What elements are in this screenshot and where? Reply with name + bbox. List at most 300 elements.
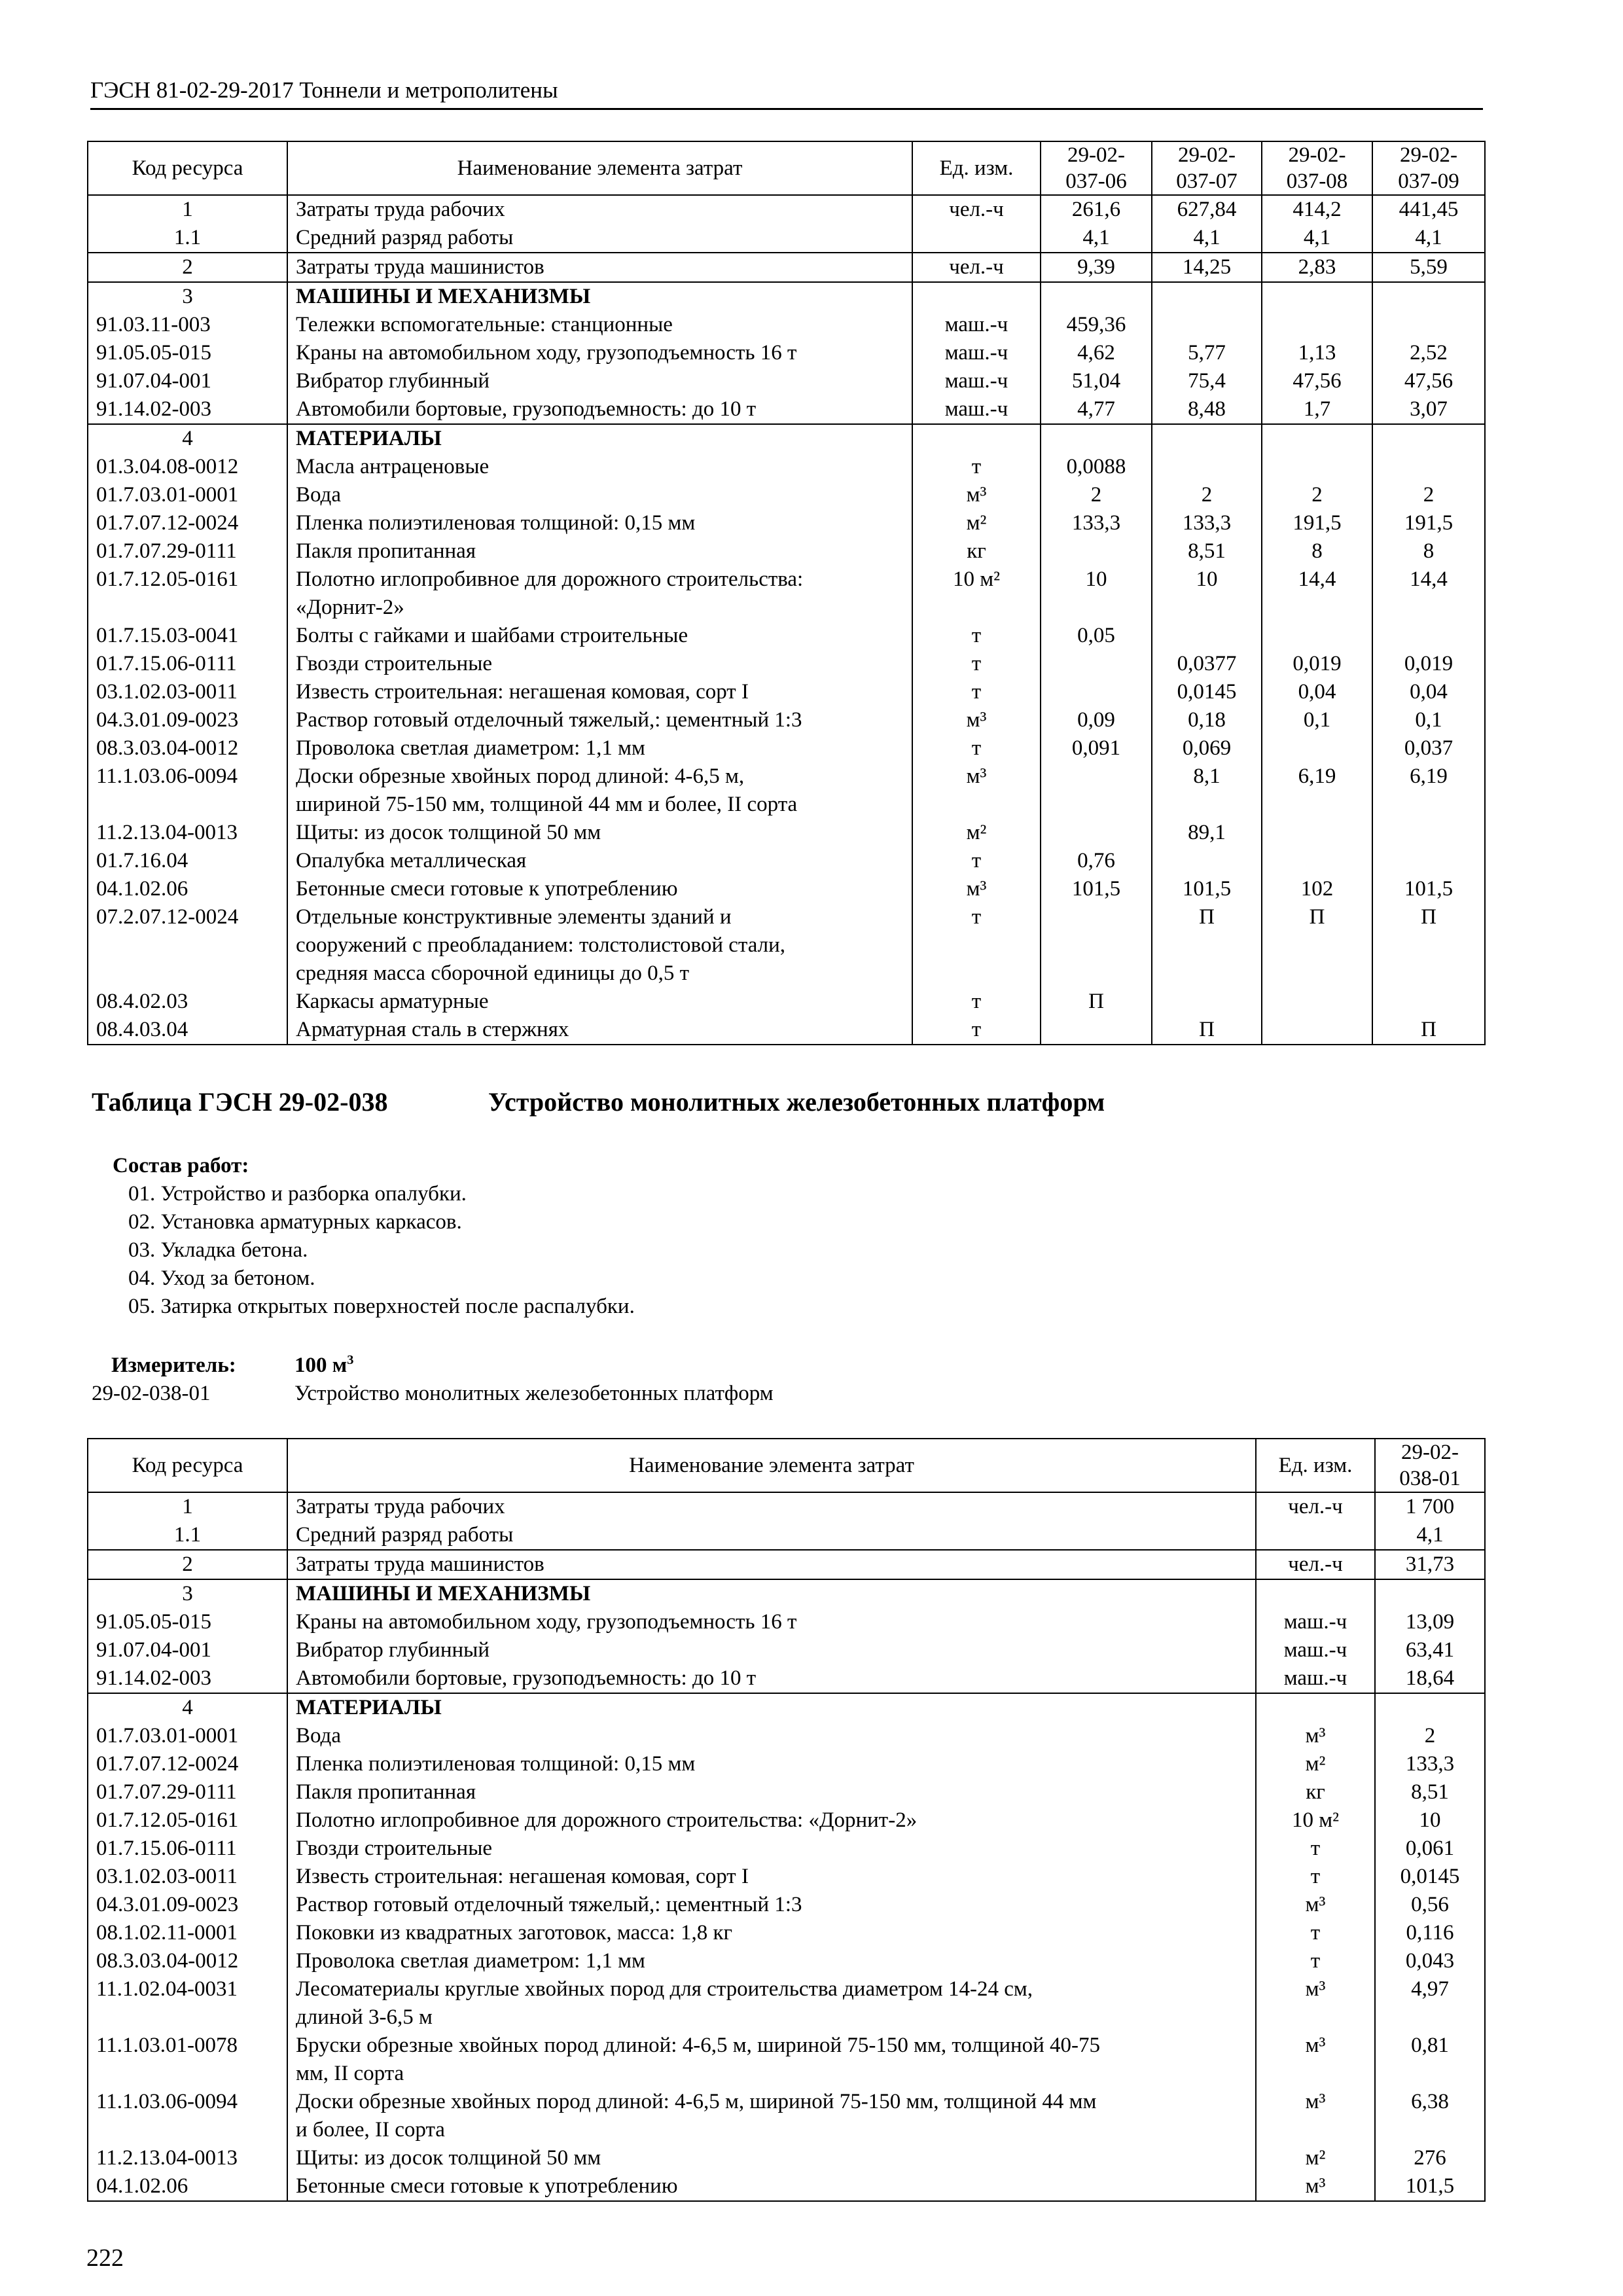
table-row bbox=[88, 819, 1485, 847]
cell-code: 01.7.16.04 bbox=[88, 847, 287, 875]
cell-value: 4,97 bbox=[1375, 1975, 1485, 2032]
cell-value: 8,51 bbox=[1375, 1778, 1485, 1806]
col-header-code: Код ресурса bbox=[88, 1439, 287, 1492]
cell-value: 3,07 bbox=[1372, 395, 1485, 424]
cell-name bbox=[287, 1579, 1256, 1608]
cell-value: 8 bbox=[1262, 537, 1372, 565]
cell-name bbox=[287, 537, 912, 565]
cell-value bbox=[1041, 819, 1152, 847]
cell-value bbox=[1372, 847, 1485, 875]
cell-code: 01.3.04.08-0012 bbox=[88, 453, 287, 481]
cell-name-line: Затраты труда машинистов bbox=[296, 255, 544, 279]
cell-value: 9,39 bbox=[1041, 253, 1152, 282]
cell-unit: кг bbox=[1256, 1778, 1375, 1806]
cell-value: 0,0145 bbox=[1152, 678, 1262, 706]
cell-unit: м³ bbox=[912, 481, 1041, 509]
table-row bbox=[88, 1550, 1485, 1579]
table-row bbox=[88, 2088, 1485, 2144]
cell-code: 91.03.11-003 bbox=[88, 311, 287, 339]
cell-name-line: сооружений с преобладанием: толстолистовой стали, bbox=[296, 933, 786, 957]
cell-name bbox=[287, 762, 912, 819]
cell-name-line: Затраты труда машинистов bbox=[296, 1552, 544, 1576]
table-row bbox=[88, 1891, 1485, 1919]
cell-name-line: Краны на автомобильном ходу, грузоподъемность 16 т bbox=[296, 341, 797, 365]
cell-name-line: Доски обрезные хвойных пород длиной: 4-6,5 м, bbox=[296, 764, 745, 788]
cell-code: 1 bbox=[88, 195, 287, 224]
cell-value: 133,3 bbox=[1152, 509, 1262, 537]
cell-name bbox=[287, 903, 912, 988]
cell-code: 4 bbox=[88, 424, 287, 453]
cell-value bbox=[1152, 622, 1262, 650]
cell-name bbox=[287, 678, 912, 706]
col-header-unit: Ед. изм. bbox=[1256, 1439, 1375, 1492]
col-header-037-08: 29-02- 037-08 bbox=[1262, 141, 1372, 195]
cell-name bbox=[287, 650, 912, 678]
cell-name bbox=[287, 339, 912, 367]
cell-value: 0,043 bbox=[1375, 1947, 1485, 1975]
cell-name-line: Известь строительная: негашеная комовая, сорт I bbox=[296, 680, 749, 704]
cell-value: 0,81 bbox=[1375, 2032, 1485, 2088]
works-item: 01. Устройство и разборка опалубки. bbox=[128, 1182, 467, 1206]
cell-value bbox=[1372, 622, 1485, 650]
cell-unit: м² bbox=[912, 819, 1041, 847]
cell-value: 8,51 bbox=[1152, 537, 1262, 565]
cell-value: 627,84 bbox=[1152, 195, 1262, 224]
cell-name-line: Раствор готовый отделочный тяжелый,: цементный 1:3 bbox=[296, 1893, 802, 1916]
cell-code: 08.4.03.04 bbox=[88, 1016, 287, 1045]
table-row bbox=[88, 903, 1485, 988]
cell-name bbox=[287, 1947, 1256, 1975]
cell-name bbox=[287, 224, 912, 253]
cell-name bbox=[287, 1975, 1256, 2032]
cell-value: 2 bbox=[1041, 481, 1152, 509]
cell-code: 08.3.03.04-0012 bbox=[88, 1947, 287, 1975]
cell-value: 4,62 bbox=[1041, 339, 1152, 367]
cell-code: 01.7.07.12-0024 bbox=[88, 1750, 287, 1778]
cell-value: 2 bbox=[1375, 1722, 1485, 1750]
cell-value: П bbox=[1152, 903, 1262, 988]
table-row bbox=[88, 650, 1485, 678]
cell-value: 2 bbox=[1262, 481, 1372, 509]
cell-name-line: Проволока светлая диаметром: 1,1 мм bbox=[296, 1949, 645, 1973]
cell-unit: маш.-ч bbox=[912, 339, 1041, 367]
cell-value: 51,04 bbox=[1041, 367, 1152, 395]
cell-value bbox=[1041, 282, 1152, 311]
cell-value bbox=[1262, 311, 1372, 339]
cell-name bbox=[287, 509, 912, 537]
cell-value: 0,061 bbox=[1375, 1835, 1485, 1863]
cell-value bbox=[1372, 453, 1485, 481]
cell-code: 91.14.02-003 bbox=[88, 1664, 287, 1693]
cell-code: 01.7.15.06-0111 bbox=[88, 650, 287, 678]
cell-value: 5,59 bbox=[1372, 253, 1485, 282]
cell-value: 276 bbox=[1375, 2144, 1485, 2172]
cell-code: 11.2.13.04-0013 bbox=[88, 2144, 287, 2172]
item-name: Устройство монолитных железобетонных платформ bbox=[294, 1382, 774, 1405]
cell-value bbox=[1262, 282, 1372, 311]
cell-code: 01.7.15.03-0041 bbox=[88, 622, 287, 650]
cell-name-line: Каркасы арматурные bbox=[296, 990, 489, 1013]
cell-value bbox=[1262, 847, 1372, 875]
cell-name-line: Арматурная сталь в стержнях bbox=[296, 1018, 569, 1041]
meter-label: Измеритель: bbox=[111, 1354, 236, 1377]
table-row bbox=[88, 367, 1485, 395]
cell-value: 75,4 bbox=[1152, 367, 1262, 395]
col-header-name: Наименование элемента затрат bbox=[287, 141, 912, 195]
cell-unit: т bbox=[912, 847, 1041, 875]
cell-unit: т bbox=[912, 734, 1041, 762]
cell-name-line: Краны на автомобильном ходу, грузоподъемность 16 т bbox=[296, 1610, 797, 1634]
table-row bbox=[88, 1919, 1485, 1947]
table-row bbox=[88, 481, 1485, 509]
cell-value: 0,04 bbox=[1262, 678, 1372, 706]
cell-unit: м³ bbox=[912, 706, 1041, 734]
cell-value: 4,1 bbox=[1152, 224, 1262, 253]
cell-code: 1.1 bbox=[88, 224, 287, 253]
cell-name-line: МАШИНЫ И МЕХАНИЗМЫ bbox=[296, 1582, 591, 1605]
cell-name bbox=[287, 565, 912, 622]
cell-unit: 10 м² bbox=[912, 565, 1041, 622]
cell-name-line: Поковки из квадратных заготовок, масса: 1,8 кг bbox=[296, 1921, 733, 1945]
cell-name bbox=[287, 1492, 1256, 1521]
cell-name-line: Вода bbox=[296, 1724, 341, 1748]
cell-name bbox=[287, 706, 912, 734]
cell-name-line: и более, II сорта bbox=[296, 2118, 445, 2142]
cell-value: 0,069 bbox=[1152, 734, 1262, 762]
cell-code: 01.7.15.06-0111 bbox=[88, 1835, 287, 1863]
cell-unit: т bbox=[1256, 1947, 1375, 1975]
cell-code: 11.1.03.06-0094 bbox=[88, 2088, 287, 2144]
cell-name-line: Опалубка металлическая bbox=[296, 849, 527, 872]
cell-value bbox=[1372, 988, 1485, 1016]
cell-value: 0,091 bbox=[1041, 734, 1152, 762]
cell-name-line: средняя масса сборочной единицы до 0,5 т bbox=[296, 961, 689, 985]
cell-unit: м³ bbox=[1256, 2032, 1375, 2088]
cell-value: 47,56 bbox=[1262, 367, 1372, 395]
cell-name-line: Вода bbox=[296, 483, 341, 507]
table-body bbox=[88, 1492, 1485, 2201]
cell-value: П bbox=[1262, 903, 1372, 988]
meter-value: 100 $м^3$ bbox=[294, 1353, 354, 1377]
table-row bbox=[88, 1579, 1485, 1608]
cell-name bbox=[287, 253, 912, 282]
cell-value: 4,77 bbox=[1041, 395, 1152, 424]
cell-value: 414,2 bbox=[1262, 195, 1372, 224]
works-item: 02. Установка арматурных каркасов. bbox=[128, 1210, 462, 1234]
cell-name-line: Известь строительная: негашеная комовая, сорт I bbox=[296, 1865, 749, 1888]
table-row bbox=[88, 1492, 1485, 1521]
table-row bbox=[88, 1835, 1485, 1863]
cell-code: 03.1.02.03-0011 bbox=[88, 678, 287, 706]
table-row bbox=[88, 622, 1485, 650]
cell-value: 0,0145 bbox=[1375, 1863, 1485, 1891]
cell-code: 04.3.01.09-0023 bbox=[88, 706, 287, 734]
cell-name bbox=[287, 1806, 1256, 1835]
cell-unit: м³ bbox=[1256, 1722, 1375, 1750]
table-row bbox=[88, 2172, 1485, 2201]
cell-code: 08.4.02.03 bbox=[88, 988, 287, 1016]
cell-value: 133,3 bbox=[1375, 1750, 1485, 1778]
cell-name-line: Средний разряд работы bbox=[296, 226, 514, 249]
cell-value bbox=[1152, 282, 1262, 311]
cell-name-line: Автомобили бортовые, грузоподъемность: до 10 т bbox=[296, 1666, 757, 1690]
col-header-038-01: 29-02- 038-01 bbox=[1375, 1439, 1485, 1492]
cell-unit bbox=[1256, 1579, 1375, 1608]
cell-value bbox=[1375, 1693, 1485, 1722]
cell-value: 4,1 bbox=[1041, 224, 1152, 253]
table-header-row bbox=[88, 1439, 1485, 1492]
cell-code: 1 bbox=[88, 1492, 287, 1521]
cell-value: 0,04 bbox=[1372, 678, 1485, 706]
cell-name bbox=[287, 311, 912, 339]
cell-unit: 10 м² bbox=[1256, 1806, 1375, 1835]
table-row bbox=[88, 1636, 1485, 1664]
cell-value: 5,77 bbox=[1152, 339, 1262, 367]
cell-code: 01.7.12.05-0161 bbox=[88, 1806, 287, 1835]
cell-value bbox=[1152, 453, 1262, 481]
cell-code: 01.7.07.29-0111 bbox=[88, 1778, 287, 1806]
cell-code: 2 bbox=[88, 1550, 287, 1579]
cell-name-line: Лесоматериалы круглые хвойных пород для строительства диаметром 14-24 см, bbox=[296, 1977, 1033, 2001]
cell-value bbox=[1041, 537, 1152, 565]
cell-value bbox=[1041, 650, 1152, 678]
cell-value: 2 bbox=[1372, 481, 1485, 509]
table-row bbox=[88, 1016, 1485, 1045]
col-header-code: Код ресурса bbox=[88, 141, 287, 195]
header-rule bbox=[90, 108, 1483, 110]
cell-name bbox=[287, 1722, 1256, 1750]
cell-name bbox=[287, 622, 912, 650]
cell-value: 0,116 bbox=[1375, 1919, 1485, 1947]
cell-code: 04.1.02.06 bbox=[88, 2172, 287, 2201]
cell-unit bbox=[1256, 1521, 1375, 1550]
cell-name-line: Тележки вспомогательные: станционные bbox=[296, 313, 673, 336]
cell-code: 91.07.04-001 bbox=[88, 367, 287, 395]
cell-value: 10 bbox=[1152, 565, 1262, 622]
cell-value bbox=[1372, 424, 1485, 453]
cell-name bbox=[287, 282, 912, 311]
cell-name bbox=[287, 1919, 1256, 1947]
cell-name bbox=[287, 819, 912, 847]
table-caption: Устройство монолитных железобетонных платформ bbox=[488, 1087, 1105, 1117]
col-header-unit: Ед. изм. bbox=[912, 141, 1041, 195]
table-row bbox=[88, 339, 1485, 367]
cell-unit: м³ bbox=[1256, 1975, 1375, 2032]
cell-name-line: Пакля пропитанная bbox=[296, 539, 476, 563]
cell-code: 01.7.03.01-0001 bbox=[88, 481, 287, 509]
cell-value bbox=[1262, 819, 1372, 847]
table-row bbox=[88, 395, 1485, 424]
table-row bbox=[88, 453, 1485, 481]
table-row bbox=[88, 762, 1485, 819]
cell-value: 0,18 bbox=[1152, 706, 1262, 734]
cell-value: 47,56 bbox=[1372, 367, 1485, 395]
cell-name-line: Бетонные смеси готовые к употреблению bbox=[296, 2174, 678, 2198]
cell-unit: т bbox=[912, 988, 1041, 1016]
cell-name-line: Масла антраценовые bbox=[296, 455, 490, 478]
cell-unit: м³ bbox=[1256, 2088, 1375, 2144]
cell-code: 11.2.13.04-0013 bbox=[88, 819, 287, 847]
cell-name bbox=[287, 847, 912, 875]
works-item: 05. Затирка открытых поверхностей после распалубки. bbox=[128, 1295, 635, 1318]
running-header: ГЭСН 81-02-29-2017 Тоннели и метрополитены bbox=[90, 77, 558, 103]
cell-unit: м² bbox=[1256, 1750, 1375, 1778]
cell-name-line: Полотно иглопробивное для дорожного строительства: «Дорнит-2» bbox=[296, 1808, 918, 1832]
cell-name-line: Вибратор глубинный bbox=[296, 369, 490, 393]
col-header-037-06: 29-02- 037-06 bbox=[1041, 141, 1152, 195]
cell-code: 91.05.05-015 bbox=[88, 1608, 287, 1636]
cell-unit bbox=[1256, 1693, 1375, 1722]
cell-value: 261,6 bbox=[1041, 195, 1152, 224]
table-row bbox=[88, 537, 1485, 565]
cell-value: 6,19 bbox=[1372, 762, 1485, 819]
cell-unit: чел.-ч bbox=[912, 253, 1041, 282]
cell-value bbox=[1041, 1016, 1152, 1045]
cell-name bbox=[287, 481, 912, 509]
cell-value bbox=[1041, 762, 1152, 819]
table-row bbox=[88, 282, 1485, 311]
cell-name-line: МАШИНЫ И МЕХАНИЗМЫ bbox=[296, 285, 591, 308]
cell-name bbox=[287, 1778, 1256, 1806]
cell-value: 459,36 bbox=[1041, 311, 1152, 339]
cell-code: 11.1.03.06-0094 bbox=[88, 762, 287, 819]
table-row bbox=[88, 1947, 1485, 1975]
cell-name bbox=[287, 1664, 1256, 1693]
cell-value: 14,25 bbox=[1152, 253, 1262, 282]
cell-unit: чел.-ч bbox=[1256, 1492, 1375, 1521]
cell-value: 2 bbox=[1152, 481, 1262, 509]
cell-unit: маш.-ч bbox=[1256, 1664, 1375, 1693]
cell-name bbox=[287, 453, 912, 481]
cell-unit: маш.-ч bbox=[912, 367, 1041, 395]
cell-name-line: Пленка полиэтиленовая толщиной: 0,15 мм bbox=[296, 1752, 696, 1776]
cell-code: 04.1.02.06 bbox=[88, 875, 287, 903]
cell-value: 133,3 bbox=[1041, 509, 1152, 537]
cell-name-line: Затраты труда рабочих bbox=[296, 198, 505, 221]
cell-code: 07.2.07.12-0024 bbox=[88, 903, 287, 988]
cell-name-line: Гвозди строительные bbox=[296, 1837, 493, 1860]
cell-value: П bbox=[1372, 903, 1485, 988]
table-row bbox=[88, 565, 1485, 622]
cell-name bbox=[287, 1016, 912, 1045]
cell-value: 0,1 bbox=[1262, 706, 1372, 734]
cell-unit bbox=[912, 424, 1041, 453]
table-row bbox=[88, 1750, 1485, 1778]
table-row bbox=[88, 224, 1485, 253]
cell-unit: т bbox=[912, 650, 1041, 678]
cell-value: 0,0377 bbox=[1152, 650, 1262, 678]
table-code: Таблица ГЭСН 29-02-038 bbox=[92, 1087, 388, 1117]
cell-name-line: Средний разряд работы bbox=[296, 1523, 514, 1547]
cell-name bbox=[287, 2172, 1256, 2201]
table-title bbox=[92, 1086, 1105, 1117]
cell-code: 4 bbox=[88, 1693, 287, 1722]
table-row bbox=[88, 1722, 1485, 1750]
cell-code: 04.3.01.09-0023 bbox=[88, 1891, 287, 1919]
cell-name-line: Отдельные конструктивные элементы зданий и bbox=[296, 905, 732, 929]
cell-value bbox=[1262, 1016, 1372, 1045]
cell-code: 91.07.04-001 bbox=[88, 1636, 287, 1664]
cell-value: П bbox=[1372, 1016, 1485, 1045]
cell-value bbox=[1041, 903, 1152, 988]
cell-value: 8,1 bbox=[1152, 762, 1262, 819]
cell-value: 2,83 bbox=[1262, 253, 1372, 282]
cell-value bbox=[1152, 311, 1262, 339]
table-header-row bbox=[88, 141, 1485, 195]
cell-name bbox=[287, 988, 912, 1016]
cell-name bbox=[287, 195, 912, 224]
cell-name-line: Пакля пропитанная bbox=[296, 1780, 476, 1804]
cell-value bbox=[1372, 311, 1485, 339]
cell-value: 101,5 bbox=[1041, 875, 1152, 903]
cell-value: 63,41 bbox=[1375, 1636, 1485, 1664]
table-row bbox=[88, 1693, 1485, 1722]
cell-code: 11.1.02.04-0031 bbox=[88, 1975, 287, 2032]
cell-name bbox=[287, 2032, 1256, 2088]
cell-code: 01.7.07.12-0024 bbox=[88, 509, 287, 537]
cell-value bbox=[1262, 424, 1372, 453]
cell-name-line: МАТЕРИАЛЫ bbox=[296, 1696, 442, 1719]
table-row bbox=[88, 734, 1485, 762]
cell-name-line: Пленка полиэтиленовая толщиной: 0,15 мм bbox=[296, 511, 696, 535]
table-row bbox=[88, 311, 1485, 339]
cell-unit: т bbox=[1256, 1919, 1375, 1947]
cell-value: 0,1 bbox=[1372, 706, 1485, 734]
table-body bbox=[88, 195, 1485, 1045]
cell-value: 191,5 bbox=[1262, 509, 1372, 537]
cell-value: 0,037 bbox=[1372, 734, 1485, 762]
cell-value: 102 bbox=[1262, 875, 1372, 903]
cell-name bbox=[287, 2144, 1256, 2172]
cell-unit: маш.-ч bbox=[1256, 1636, 1375, 1664]
cell-name bbox=[287, 424, 912, 453]
cell-value: 4,1 bbox=[1262, 224, 1372, 253]
cell-name-line: Щиты: из досок толщиной 50 мм bbox=[296, 2146, 601, 2170]
table-row bbox=[88, 1608, 1485, 1636]
cell-unit: маш.-ч bbox=[912, 395, 1041, 424]
cell-value bbox=[1372, 819, 1485, 847]
cell-unit: чел.-ч bbox=[912, 195, 1041, 224]
cell-name-line: Раствор готовый отделочный тяжелый,: цементный 1:3 bbox=[296, 708, 802, 732]
cell-name bbox=[287, 1750, 1256, 1778]
cell-value bbox=[1152, 424, 1262, 453]
cell-unit: маш.-ч bbox=[912, 311, 1041, 339]
cell-unit: т bbox=[912, 453, 1041, 481]
cell-value: П bbox=[1041, 988, 1152, 1016]
page-number: 222 bbox=[86, 2244, 124, 2272]
cell-value: 6,38 bbox=[1375, 2088, 1485, 2144]
cell-value bbox=[1262, 453, 1372, 481]
cell-value bbox=[1372, 282, 1485, 311]
col-header-037-09: 29-02- 037-09 bbox=[1372, 141, 1485, 195]
cell-name-line: Бетонные смеси готовые к употреблению bbox=[296, 877, 678, 901]
table-row bbox=[88, 988, 1485, 1016]
cell-unit bbox=[912, 282, 1041, 311]
cell-name-line: Затраты труда рабочих bbox=[296, 1495, 505, 1518]
cell-value: 0,76 bbox=[1041, 847, 1152, 875]
cell-name bbox=[287, 395, 912, 424]
cell-name bbox=[287, 367, 912, 395]
cell-unit: кг bbox=[912, 537, 1041, 565]
cell-value bbox=[1041, 678, 1152, 706]
works-title: Состав работ: bbox=[113, 1154, 249, 1177]
table-row bbox=[88, 875, 1485, 903]
item-code: 29-02-038-01 bbox=[92, 1382, 211, 1405]
table-row bbox=[88, 1863, 1485, 1891]
cell-value: 441,45 bbox=[1372, 195, 1485, 224]
cell-value: 2,52 bbox=[1372, 339, 1485, 367]
cell-unit: м³ bbox=[1256, 2172, 1375, 2201]
